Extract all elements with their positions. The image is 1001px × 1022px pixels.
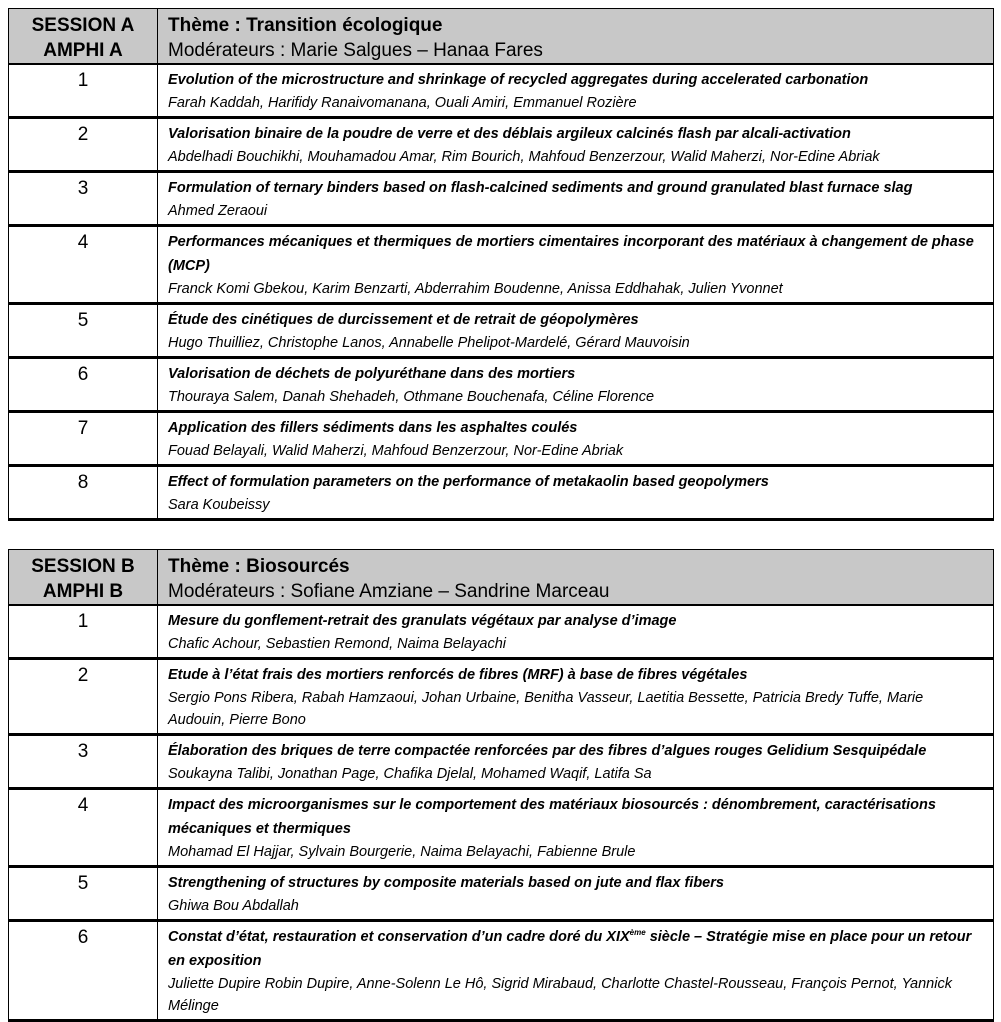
talk-authors: Ahmed Zeraoui (168, 203, 268, 219)
talk-title: Mesure du gonflement-retrait des granulats végétaux par analyse d’image (168, 613, 677, 629)
session-moderators: Modérateurs : Marie Salgues – Hanaa Fares (168, 40, 543, 61)
talk-title-part: Constat d’état, restauration et conservation d’un cadre doré du XIX (168, 929, 630, 945)
talk-authors: Mohamad El Hajjar, Sylvain Bourgerie, Naima Belayachi, Fabienne Brule (168, 844, 636, 860)
table-row (9, 466, 994, 520)
session-header (158, 550, 994, 606)
talk-authors: Juliette Dupire Robin Dupire, Anne-Solenn Le Hô, Sigrid Mirabaud, Charlotte Chastel-Rousseau, François Pernot, Yannick Mélinge (168, 976, 952, 1014)
session-a-table (8, 8, 994, 521)
session-theme: Thème : Biosourcés (168, 556, 350, 577)
table-row (9, 358, 994, 412)
talk-title: Evolution of the microstructure and shrinkage of recycled aggregates during accelerated carbonation (168, 72, 869, 88)
talk-authors: Chafic Achour, Sebastien Remond, Naima Belayachi (168, 636, 506, 652)
talk-authors: Abdelhadi Bouchikhi, Mouhamadou Amar, Rim Bourich, Mahfoud Benzerzour, Walid Maherzi, Nor-Edine Abriak (168, 149, 880, 165)
talk-title: Etude à l’état frais des mortiers renforcés de fibres (MRF) à base de fibres végétales (168, 667, 748, 683)
session-name: SESSION B (31, 556, 135, 577)
table-row (9, 735, 994, 789)
talk-title: Formulation of ternary binders based on flash-calcined sediments and ground granulated blast furnace slag (168, 180, 913, 196)
talk-title: Étude des cinétiques de durcissement et de retrait de géopolymères (168, 312, 639, 328)
talk-title-part: siècle – Stratégie mise en place pour un retour en exposition (168, 929, 972, 969)
talk-number: 6 (77, 927, 89, 948)
table-row (9, 921, 994, 1021)
talk-number: 5 (77, 310, 89, 331)
talk-number: 3 (77, 741, 89, 762)
talk-authors: Thouraya Salem, Danah Shehadeh, Othmane Bouchenafa, Céline Florence (168, 389, 655, 405)
talk-title: Élaboration des briques de terre compactée renforcées par des fibres d’algues rouges Gelidium Sesquipédale (168, 743, 927, 759)
talk-title: Valorisation de déchets de polyuréthane dans des mortiers (168, 366, 576, 382)
talk-number: 5 (77, 873, 89, 894)
talk-title: Strengthening of structures by composite materials based on jute and flax fibers (168, 875, 724, 891)
table-row (9, 605, 994, 659)
session-b-table (8, 549, 994, 1022)
session-name: SESSION A (31, 15, 135, 36)
session-label (9, 9, 158, 65)
talk-number: 7 (77, 418, 89, 439)
talk-authors: Sergio Pons Ribera, Rabah Hamzaoui, Johan Urbaine, Benitha Vasseur, Laetitia Bessette, Patricia Bredy Tuffe, Marie Audouin, Pierre Bono (168, 690, 924, 728)
talk-title (168, 925, 983, 973)
table-row (9, 659, 994, 735)
talk-number: 4 (77, 795, 89, 816)
table-row (9, 226, 994, 304)
talk-number: 2 (77, 665, 89, 686)
session-theme: Thème : Transition écologique (168, 15, 443, 36)
talk-number: 3 (77, 178, 89, 199)
table-row (9, 412, 994, 466)
talk-authors: Soukayna Talibi, Jonathan Page, Chafika Djelal, Mohamed Waqif, Latifa Sa (168, 766, 652, 782)
talk-number: 2 (77, 124, 89, 145)
talk-authors: Franck Komi Gbekou, Karim Benzarti, Abderrahim Boudenne, Anissa Eddhahak, Julien Yvonnet (168, 281, 783, 297)
session-label (9, 550, 158, 606)
amphi-name: AMPHI A (43, 40, 123, 61)
talk-title: Impact des microorganismes sur le comportement des matériaux biosourcés : dénombrement, caractérisations mécaniques et thermiques (168, 797, 936, 837)
table-row (9, 789, 994, 867)
talk-number: 1 (77, 611, 89, 632)
table-row (9, 64, 994, 118)
table-row (9, 867, 994, 921)
table-row (9, 118, 994, 172)
talk-authors: Fouad Belayali, Walid Maherzi, Mahfoud Benzerzour, Nor-Edine Abriak (168, 443, 624, 459)
talk-number: 1 (77, 70, 89, 91)
talk-authors: Ghiwa Bou Abdallah (168, 898, 299, 914)
talk-title: Application des fillers sédiments dans les asphaltes coulés (168, 420, 578, 436)
talk-number: 6 (77, 364, 89, 385)
talk-number: 8 (77, 472, 89, 493)
table-row (9, 172, 994, 226)
talk-authors: Farah Kaddah, Harifidy Ranaivomanana, Ouali Amiri, Emmanuel Rozière (168, 95, 637, 111)
table-row (9, 304, 994, 358)
session-moderators: Modérateurs : Sofiane Amziane – Sandrine Marceau (168, 581, 610, 602)
talk-title: Performances mécaniques et thermiques de mortiers cimentaires incorporant des matériaux à changement de phase (MCP) (168, 234, 974, 274)
talk-authors: Hugo Thuilliez, Christophe Lanos, Annabelle Phelipot-Mardelé, Gérard Mauvoisin (168, 335, 690, 351)
talk-title: Valorisation binaire de la poudre de verre et des déblais argileux calcinés flash par alcali-activation (168, 126, 851, 142)
amphi-name: AMPHI B (42, 581, 124, 602)
session-header (158, 9, 994, 65)
title-superscript: ème (629, 928, 646, 937)
talk-number: 4 (77, 232, 89, 253)
talk-authors: Sara Koubeissy (168, 497, 270, 513)
talk-title: Effect of formulation parameters on the performance of metakaolin based geopolymers (168, 474, 769, 490)
